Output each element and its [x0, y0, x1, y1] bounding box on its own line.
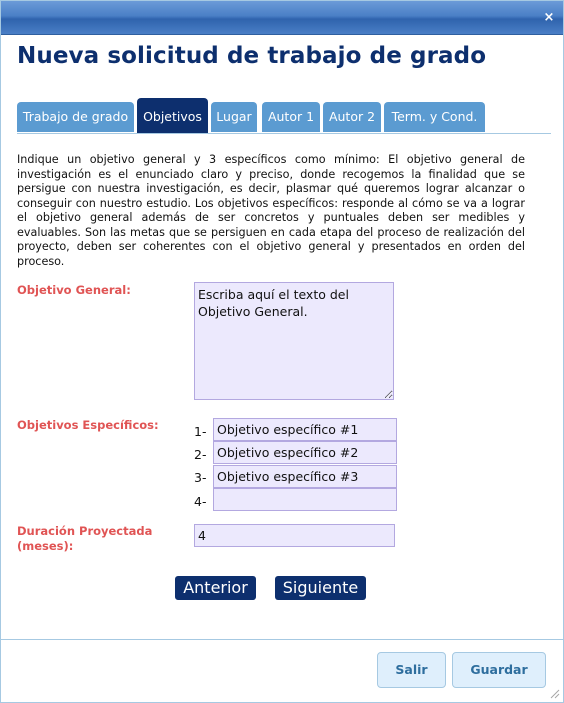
instructions-text: Indique un objetivo general y 3 específicos como mínimo: El objetivo general de investigación es el enunciado claro y preciso, donde recogemos la finalidad que se persigue con nuestra investigación, es decir, plasmar qué queremos lograr alcanzar o conseguir con nuestro estudio. Los objetivos específicos: responde al cómo se va a lograr el objetivo general además de ser concretos y puntuales deben ser medibles y evaluables. Son las metas que se persiguen en cada etapa del proceso de realización del proyecto, deben ser coherentes con el objetivo general y presentados en orden del proceso. — [17, 153, 525, 268]
specific-number-4: 4- — [194, 494, 207, 509]
tab-trabajo-de-grado[interactable]: Trabajo de grado — [17, 102, 134, 132]
resize-grip-icon[interactable] — [550, 689, 560, 699]
objetivo-especifico-3-input[interactable] — [213, 465, 397, 488]
duracion-label-line2: (meses): — [17, 539, 74, 553]
specific-number-2: 2- — [194, 447, 207, 462]
guardar-button[interactable]: Guardar — [452, 652, 546, 688]
siguiente-button[interactable]: Siguiente — [275, 576, 366, 600]
tab-lugar[interactable]: Lugar — [211, 102, 257, 132]
duracion-input[interactable] — [194, 524, 395, 547]
objetivo-general-label: Objetivo General: — [17, 283, 131, 297]
objetivo-especifico-2-input[interactable] — [213, 441, 397, 464]
close-icon[interactable]: × — [543, 10, 555, 25]
tab-bar — [17, 98, 551, 134]
salir-button[interactable]: Salir — [377, 652, 446, 688]
page-title: Nueva solicitud de trabajo de grado — [17, 43, 487, 69]
objetivo-especifico-4-input[interactable] — [213, 488, 397, 511]
duracion-label-line1: Duración Proyectada — [17, 524, 153, 538]
objetivo-general-textarea[interactable] — [194, 282, 394, 400]
tab-objetivos[interactable]: Objetivos — [137, 98, 208, 133]
anterior-button[interactable]: Anterior — [175, 576, 256, 600]
dialog-titlebar[interactable] — [1, 1, 563, 35]
objetivo-especifico-1-input[interactable] — [213, 418, 397, 441]
specific-number-3: 3- — [194, 470, 207, 485]
specific-number-1: 1- — [194, 424, 207, 439]
tab-term-y-cond[interactable]: Term. y Cond. — [384, 102, 485, 132]
tab-autor-1[interactable]: Autor 1 — [262, 102, 320, 132]
objetivos-especificos-label: Objetivos Específicos: — [17, 418, 159, 432]
tab-autor-2[interactable]: Autor 2 — [323, 102, 381, 132]
footer-divider — [1, 639, 563, 640]
